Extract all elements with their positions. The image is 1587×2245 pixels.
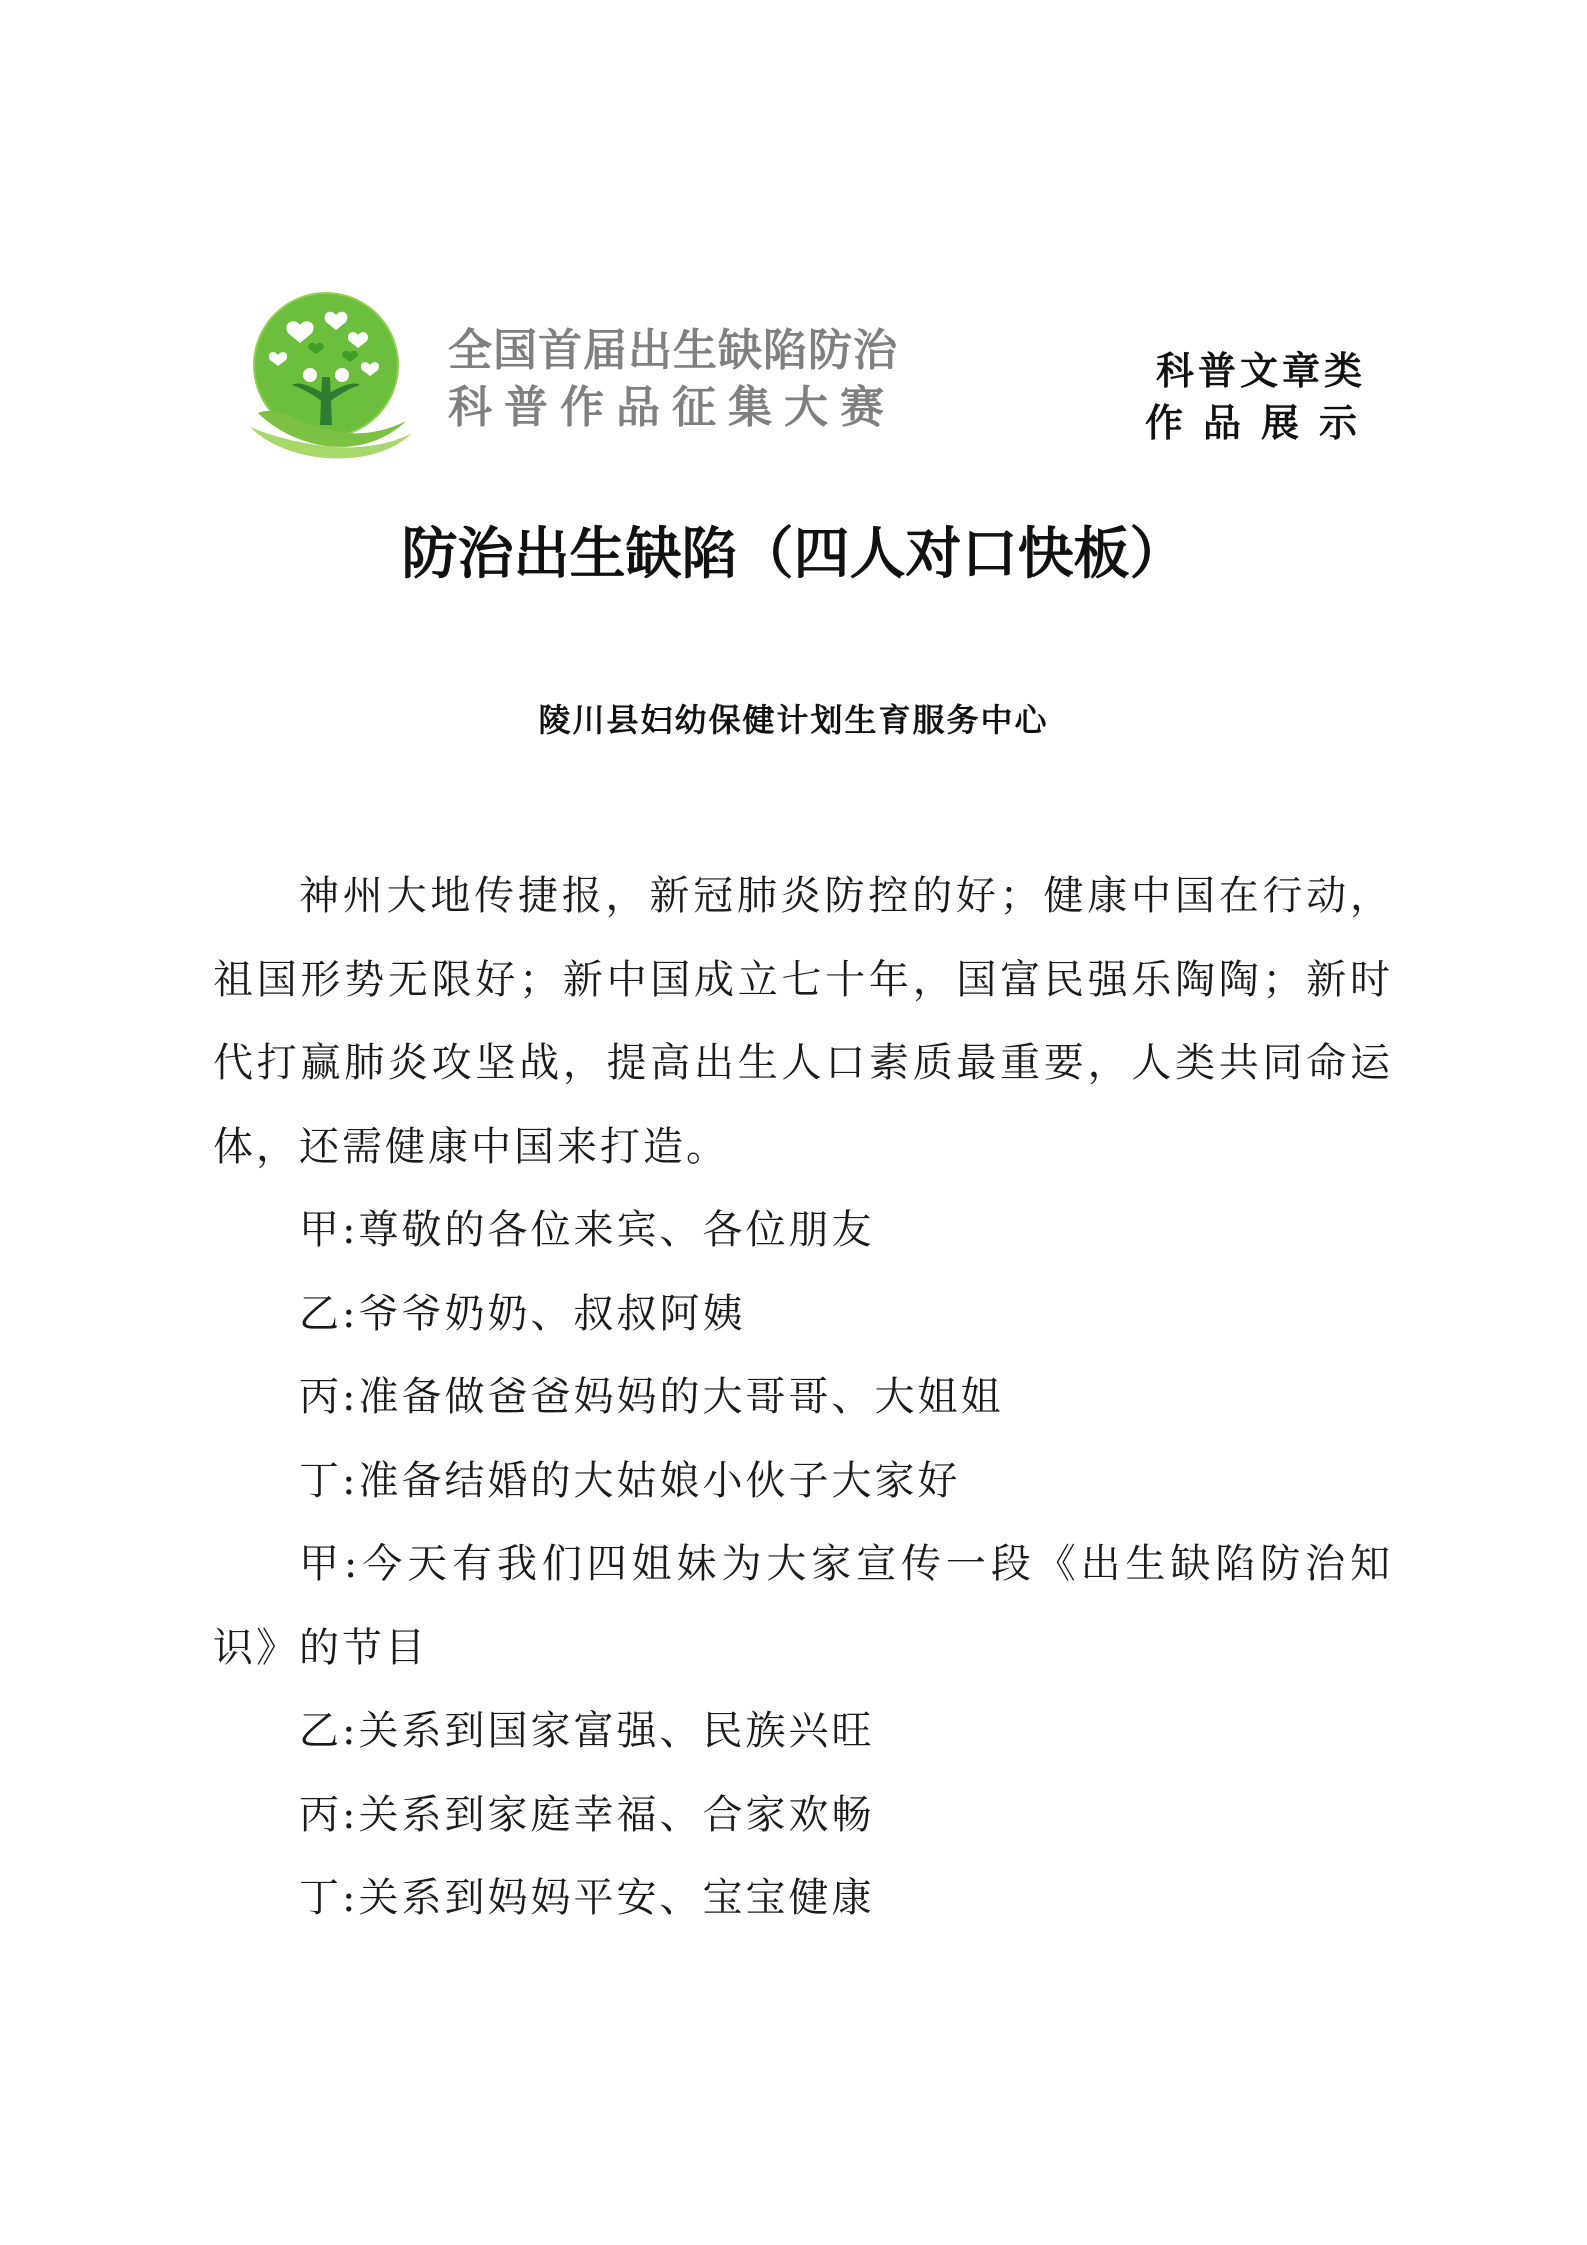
- header: [240, 285, 1390, 465]
- category-label-line1: 科普文章类: [1156, 348, 1367, 393]
- body-line-bing-1: 丙:准备做爸爸妈妈的大哥哥、大姐姐: [299, 1374, 1004, 1420]
- body-line-jia-2: 甲:今天有我们四姐妹为大家宣传一段《出生缺陷防治知识》的节目: [213, 1541, 1393, 1671]
- body-line-jia-1: 甲:尊敬的各位来宾、各位朋友: [299, 1207, 875, 1253]
- document-author: 陵川县妇幼保健计划生育服务中心: [538, 701, 1049, 739]
- body-line-yi-1: 乙:爷爷奶奶、叔叔阿姨: [299, 1290, 746, 1337]
- contest-name-line1: 全国首届出生缺陷防治: [448, 325, 898, 376]
- body-line-bing-2: 丙:关系到家庭幸福、合家欢畅: [299, 1791, 875, 1838]
- contest-name: [448, 323, 898, 437]
- body-line-ding-1: 丁:准备结婚的大姑娘小伙子大家好: [299, 1457, 961, 1504]
- body-paragraph-intro: 神州大地传捷报，新冠肺炎防控的好；健康中国在行动，祖国形势无限好；新中国成立七十年，国富民强乐陶陶；新时代打赢肺炎攻坚战，提高出生人口素质最重要，人类共同命运体，还需健康中国来打造。: [213, 873, 1393, 1170]
- document-body: [213, 855, 1393, 1941]
- body-line-yi-2: 乙:关系到国家富强、民族兴旺: [299, 1708, 875, 1754]
- document-title: 防治出生缺陷（四人对口快板）: [401, 522, 1186, 587]
- contest-name-line2: 科普作品征集大赛: [448, 382, 896, 433]
- category-label: [1145, 345, 1377, 449]
- category-label-line2: 作品展示: [1145, 400, 1378, 445]
- body-line-ding-2: 丁:关系到妈妈平安、宝宝健康: [299, 1875, 875, 1921]
- tree-in-hand-logo-icon: [240, 285, 415, 460]
